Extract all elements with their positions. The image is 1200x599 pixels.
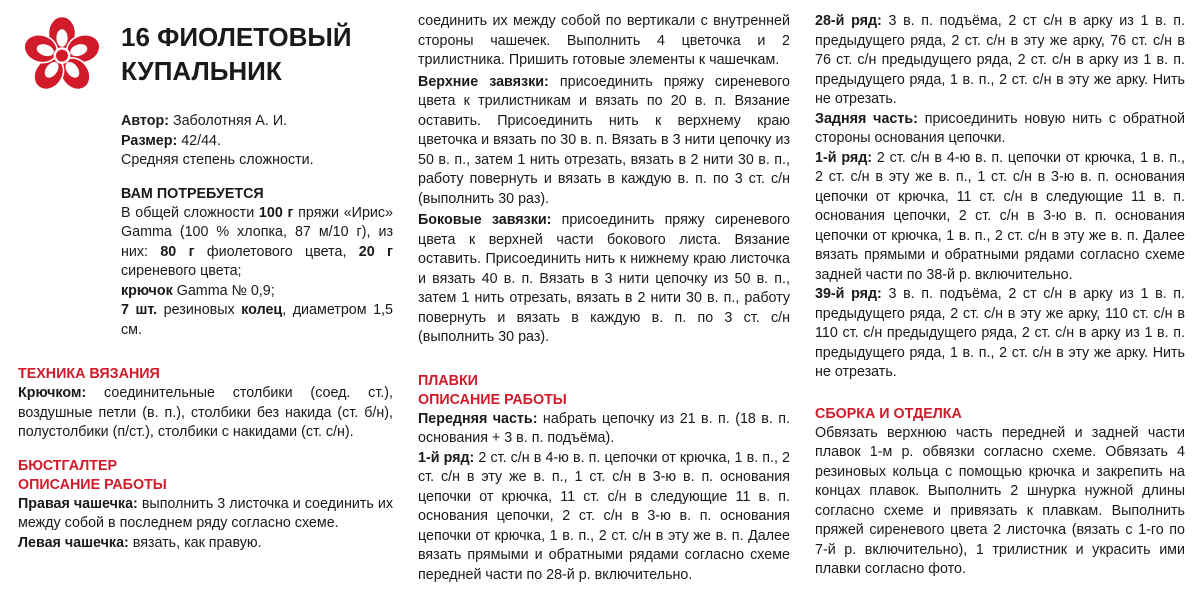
needs-heading: ВАМ ПОТРЕБУЕТСЯ — [121, 185, 264, 202]
technique-heading: ТЕХНИКА ВЯЗАНИЯ — [18, 366, 160, 382]
author: Заболотняя А. И. — [172, 113, 288, 129]
cups-join-text: соединить их между собой по вертикали с внутренней стороны чашечек. Выполнить 4 цветочка и 2 трилистника. Пришить готовые элементы к чашечкам. — [418, 13, 790, 68]
author-line — [121, 112, 393, 132]
front-part-text: Передняя часть: набрать цепочку из 21 в. п. (18 в. п. основания + 3 в. п. подъёма). — [418, 410, 790, 446]
side-ties-text: Боковые завязки: присоединить пряжу сиреневого цвета к верхней части бокового листа. Вязание оставить. Присоединить нить к нижнему краю листочка и вязать 40 в. п. Вязать в 3 нити цепочку из 50 в. п., затем 1 нить отрезать, вязать в 2 нити 30 в. п., работу повернуть и вязать в каждую в. п. по 3 ст. с/н (выполнить 30 раз). — [418, 212, 790, 345]
back-row1-text: 1-й ряд: 2 ст. с/н в 4-ю в. п. цепочки от крючка, 1 в. п., 2 ст. с/н в эту же в. п., 1 ст. с/н в 3-ю в. п. основания цепочки от крючка, 11 ст. с/н в следующие 11 в. п. основания цепочки, 2 ст. с/н в 3-ю в. п. основания цепочки от крючка, 1 в. п., 2 ст. с/н в эту же в. п. Далее вязать прямыми и обратными рядами согласно схеме задней части по 38-й р. включительно. — [815, 149, 1185, 283]
assembly-heading: СБОРКА И ОТДЕЛКА — [815, 405, 962, 422]
left-cup-text: Левая чашечка: вязать, как правую. — [18, 534, 262, 551]
size: 42/44. — [181, 132, 221, 149]
size-label: Размер: — [121, 132, 178, 149]
hook: Gamma № 0,9; — [176, 282, 275, 299]
technique-text: Крючком: соединительные столбики (соед. ст.), воздушные петли (в. п.), столбики без накида (ст. б/н), полустолбики (п/ст.), столбики с накидами (ст. с/н). — [18, 385, 393, 440]
assembly-text: Обвязать верхнюю часть передней и задней части плавок 1-м р. обвязки согласно схеме. Обвязать 4 резиновых кольца с помощью крючка и закрепить на концах плавок. Выполнить 2 шнурка нужной длины согласно схеме и привязать к плавкам. Выполнить пряжей сиреневого цвета 2 листочка (вязать с 1-го по 7-й р. включительно), 1 трилистник и украсить ими плавки согласно фото. — [815, 424, 1185, 577]
front-row1-text: 1-й ряд: 2 ст. с/н в 4-ю в. п. цепочки от крючка, 1 в. п., 2 ст. с/н в эту же в. п., 1 ст. с/н в 3-ю в. п. основания цепочки от крючка, 11 ст. с/н в следующие 11 в. п. основания цепочки, 2 ст. с/н в 3-ю в. п. основания цепочки от крючка, 1 в. п., 2 ст. с/н в эту же в. п. Далее вязать прямыми и обратными рядами согласно схеме передней части по 28-й р. включительно. — [418, 449, 790, 583]
hook-line — [121, 282, 393, 302]
column-1 — [18, 0, 393, 553]
needs-text: В общей сложности 100 г пряжи «Ирис» Gamma (100 % хлопка, 87 м/10 г), из них: 80 г фиолетового цвета, 20 г сиреневого цвета; — [121, 204, 393, 279]
right-cup-text: Правая чашечка: выполнить 3 листочка и соединить их между собой в последнем ряду согласно схеме. — [18, 495, 394, 531]
title-line-2: КУПАЛЬНИК — [121, 56, 282, 86]
author-label: Автор: — [121, 113, 169, 129]
title-line-1: 16 ФИОЛЕТОВЫЙ — [121, 22, 352, 52]
top-ties-text: Верхние завязки: присоединить пряжу сиреневого цвета к трилистникам и вязать по 20 в. п. Вязание оставить. Присоединить нить к верхнему краю цветочка и вязать по 30 в. п. Вязать в 3 нити цепочку из 50 в. п., затем 1 нить отрезать, вязать в 2 нити 30 в. п., работу повернуть и вязать в каждую в. п. по 3 ст. с/н (выполнить 30 раз). — [418, 73, 791, 207]
rings-text: 7 шт. резиновых колец, диаметром 1,5 см. — [121, 302, 393, 338]
row28-text: 28-й ряд: 3 в. п. подъёма, 2 ст с/н в арку из 1 в. п. предыдущего ряда, 2 ст. с/н в эту же арку, 76 ст. с/н в 76 ст. с/н предыдущего ряда, 2 ст. с/н в арку из 1 в. п. предыдущего ряда, 1 в. п., 2 ст. с/н в эту же арку. Нить не отрезать. — [815, 13, 1185, 107]
column-2 — [418, 0, 790, 585]
column-3 — [815, 0, 1185, 580]
difficulty: Средняя степень сложности. — [121, 152, 314, 168]
panties-desc-heading: ОПИСАНИЕ РАБОТЫ — [418, 391, 567, 408]
row39-text: 39-й ряд: 3 в. п. подъёма, 2 ст с/н в арку из 1 в. п. предыдущего ряда, 2 ст. с/н в эту же арку, 110 ст. с/н в 110 ст. с/н предыдущего ряда, 2 ст. с/н в арку из 1 в. п. предыдущего ряда, 1 в. п., 2 ст. с/н в эту же арку. Нить не отрезать. — [815, 286, 1185, 380]
bra-heading: БЮСТГАЛТЕР — [18, 457, 118, 474]
size-line — [121, 132, 393, 152]
hook-label: крючок — [121, 282, 173, 299]
bra-desc-heading: ОПИСАНИЕ РАБОТЫ — [18, 476, 167, 493]
back-part-text: Задняя часть: присоединить новую нить с обратной стороны основания цепочки. — [815, 110, 1186, 146]
panties-heading: ПЛАВКИ — [418, 372, 478, 389]
